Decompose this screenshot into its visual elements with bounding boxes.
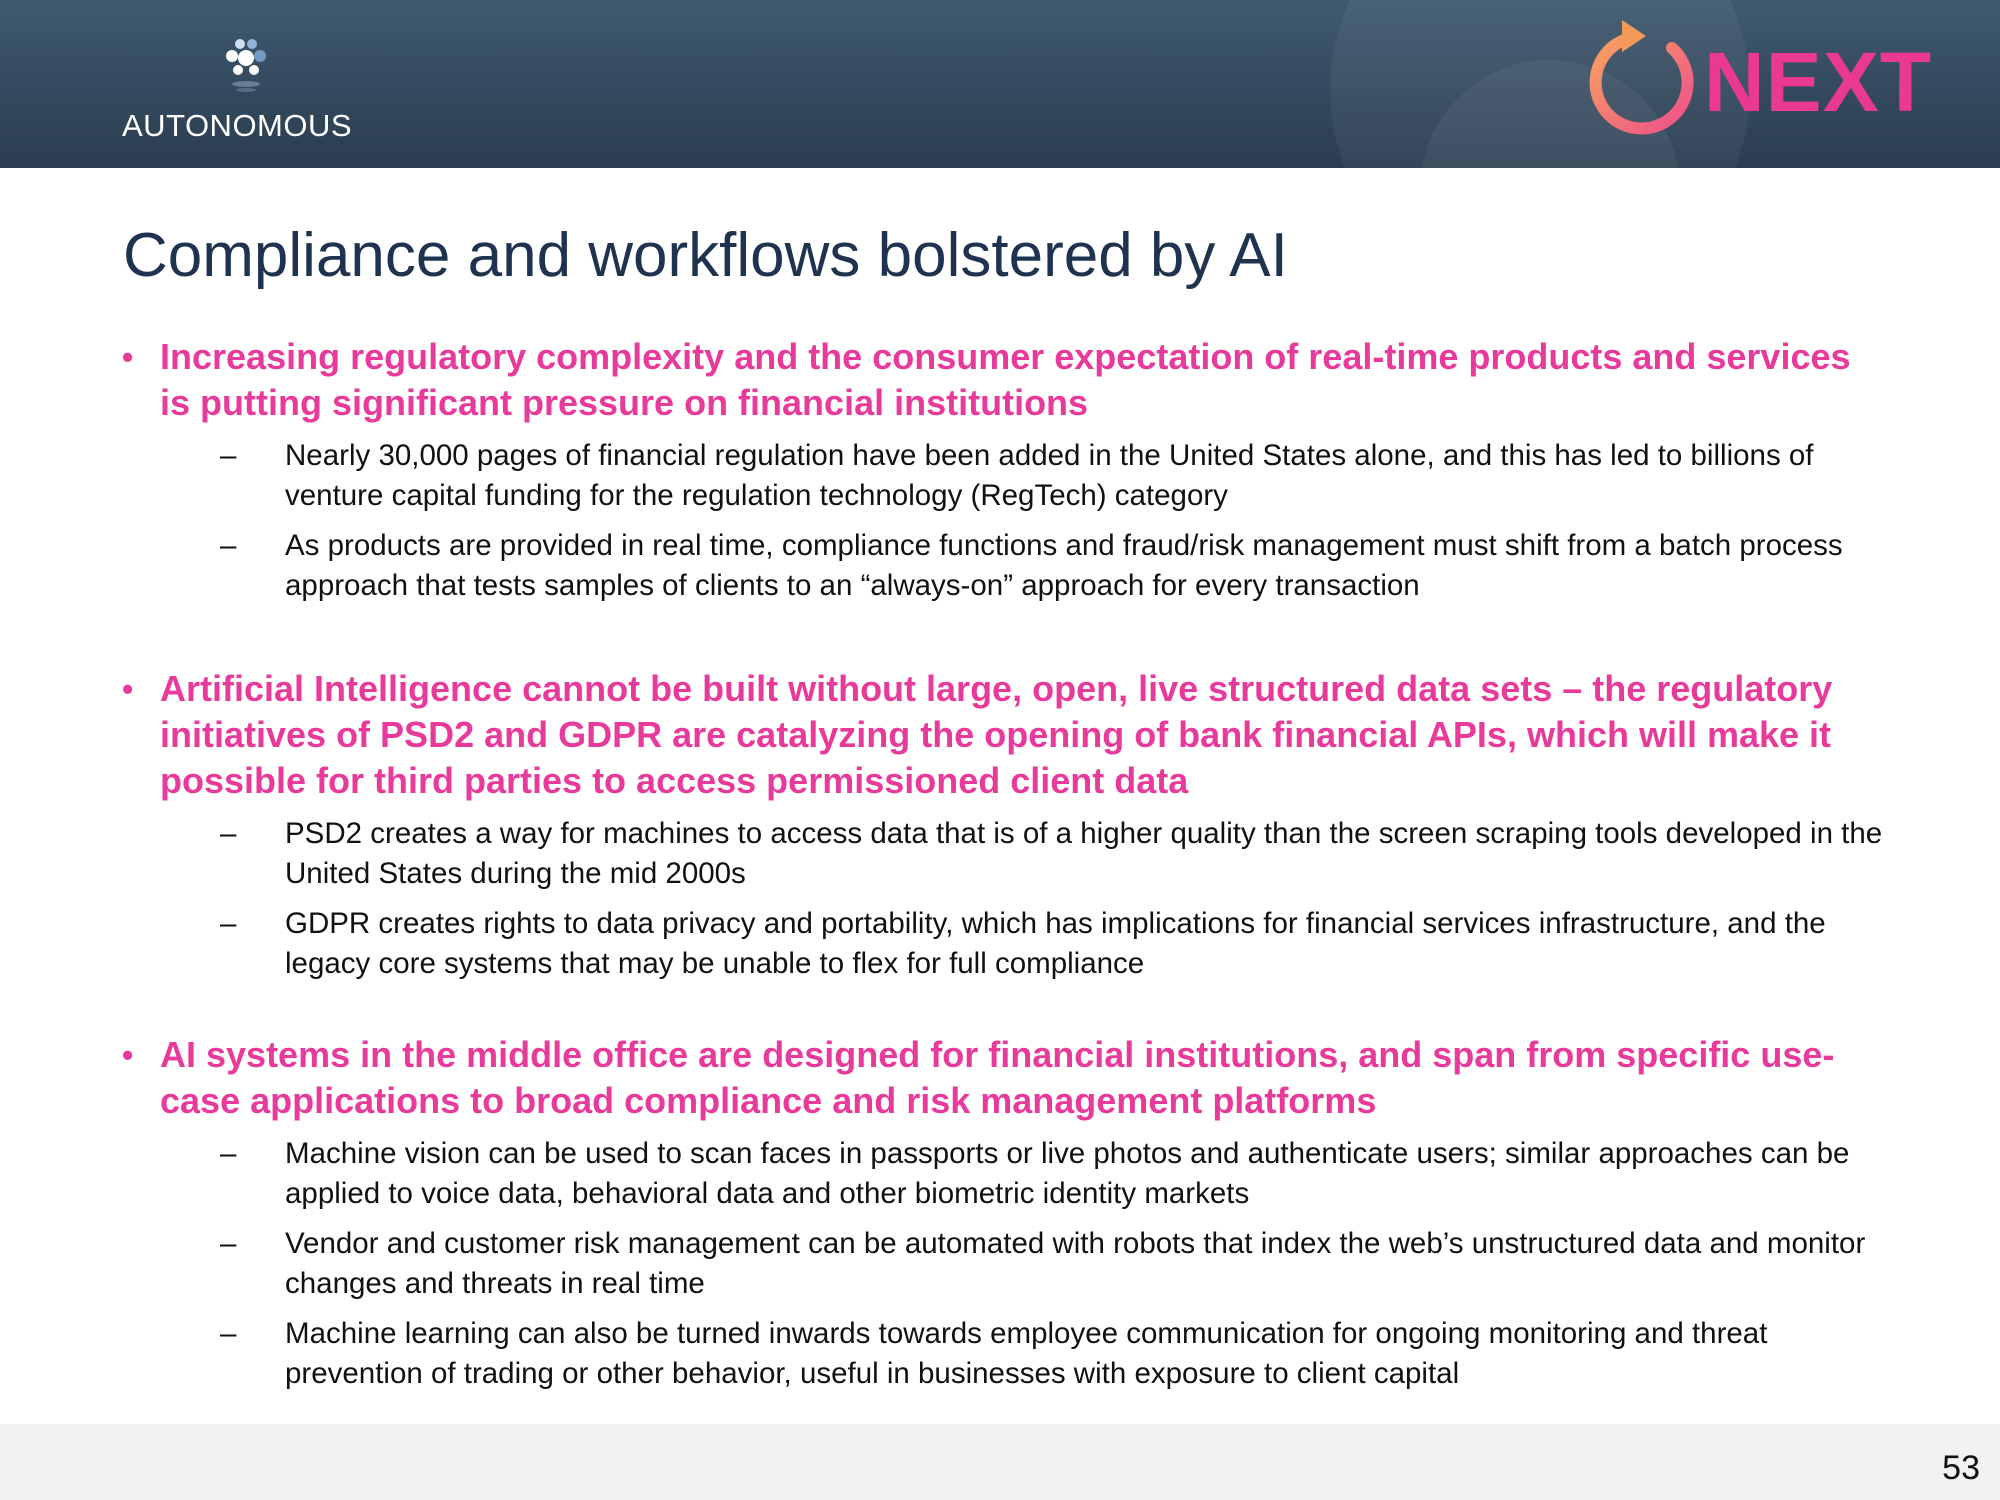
- dash-marker: –: [220, 529, 237, 562]
- dash-marker: –: [220, 1317, 237, 1350]
- bullet-marker: •: [122, 339, 134, 375]
- list-item-text: Machine learning can also be turned inwards towards employee communication for ongoing monitoring and threat prevention of trading or other behavior, useful in businesses with exposure to client capital: [285, 1317, 1768, 1390]
- bullet-marker: •: [122, 1037, 134, 1073]
- autonomous-mark-icon: [218, 36, 278, 96]
- slide-header: [0, 0, 2000, 168]
- list-item: [0, 1314, 1885, 1394]
- section-heading: [0, 334, 1890, 426]
- bullet-marker: •: [122, 671, 134, 707]
- dash-marker: –: [220, 439, 237, 472]
- list-item: [0, 814, 1885, 894]
- autonomous-logo: [122, 36, 372, 146]
- list-item: [0, 1134, 1885, 1214]
- list-item-text: As products are provided in real time, compliance functions and fraud/risk management must shift from a batch process approach that tests samples of clients to an “always-on” approach for every transaction: [285, 529, 1843, 602]
- dash-marker: –: [220, 817, 237, 850]
- section-heading: [0, 1032, 1890, 1124]
- section-data-sets: [0, 666, 2000, 984]
- list-item-text: Nearly 30,000 pages of financial regulation have been added in the United States alone, and this has led to billions of venture capital funding for the regulation technology (RegTech) category: [285, 439, 1814, 512]
- list-item-text: PSD2 creates a way for machines to access data that is of a higher quality than the screen scraping tools developed in the United States during the mid 2000s: [285, 817, 1883, 890]
- list-item-text: Vendor and customer risk management can be automated with robots that index the web’s unstructured data and monitor changes and threats in real time: [285, 1227, 1866, 1300]
- dash-marker: –: [220, 1227, 237, 1260]
- section-heading-text: Increasing regulatory complexity and the consumer expectation of real-time products and services is putting significant pressure on financial institutions: [160, 336, 1851, 423]
- slide-footer: [0, 1424, 2000, 1500]
- list-item: [0, 436, 1885, 516]
- list-item-text: GDPR creates rights to data privacy and portability, which has implications for financial services infrastructure, and the legacy core systems that may be unable to flex for full compliance: [285, 907, 1826, 980]
- section-heading-text: AI systems in the middle office are designed for financial institutions, and span from specific use-case applications to broad compliance and risk management platforms: [160, 1034, 1835, 1121]
- refresh-ring-icon: [1572, 12, 1712, 152]
- section-middle-office: [0, 1032, 2000, 1394]
- brand-name: AUTONOMOUS: [122, 108, 353, 143]
- page-number: 53: [1942, 1449, 1980, 1487]
- list-item-text: Machine vision can be used to scan faces in passports or live photos and authenticate users; similar approaches can be applied to voice data, behavioral data and other biometric identity markets: [285, 1137, 1850, 1210]
- section-regulatory-complexity: [0, 334, 2000, 606]
- dash-marker: –: [220, 907, 237, 940]
- slide-content: [0, 334, 2000, 1434]
- dash-marker: –: [220, 1137, 237, 1170]
- section-heading-text: Artificial Intelligence cannot be built without large, open, live structured data sets – the regulatory initiatives of PSD2 and GDPR are catalyzing the opening of bank financial APIs, which will make it possible for third parties to access permissioned client data: [160, 668, 1833, 801]
- next-logo: [1572, 12, 1933, 152]
- list-item: [0, 526, 1885, 606]
- slide-title: Compliance and workflows bolstered by AI: [123, 221, 1288, 290]
- section-heading: [0, 666, 1890, 804]
- next-logo-text: NEXT: [1704, 35, 1933, 129]
- list-item: [0, 904, 1885, 984]
- list-item: [0, 1224, 1885, 1304]
